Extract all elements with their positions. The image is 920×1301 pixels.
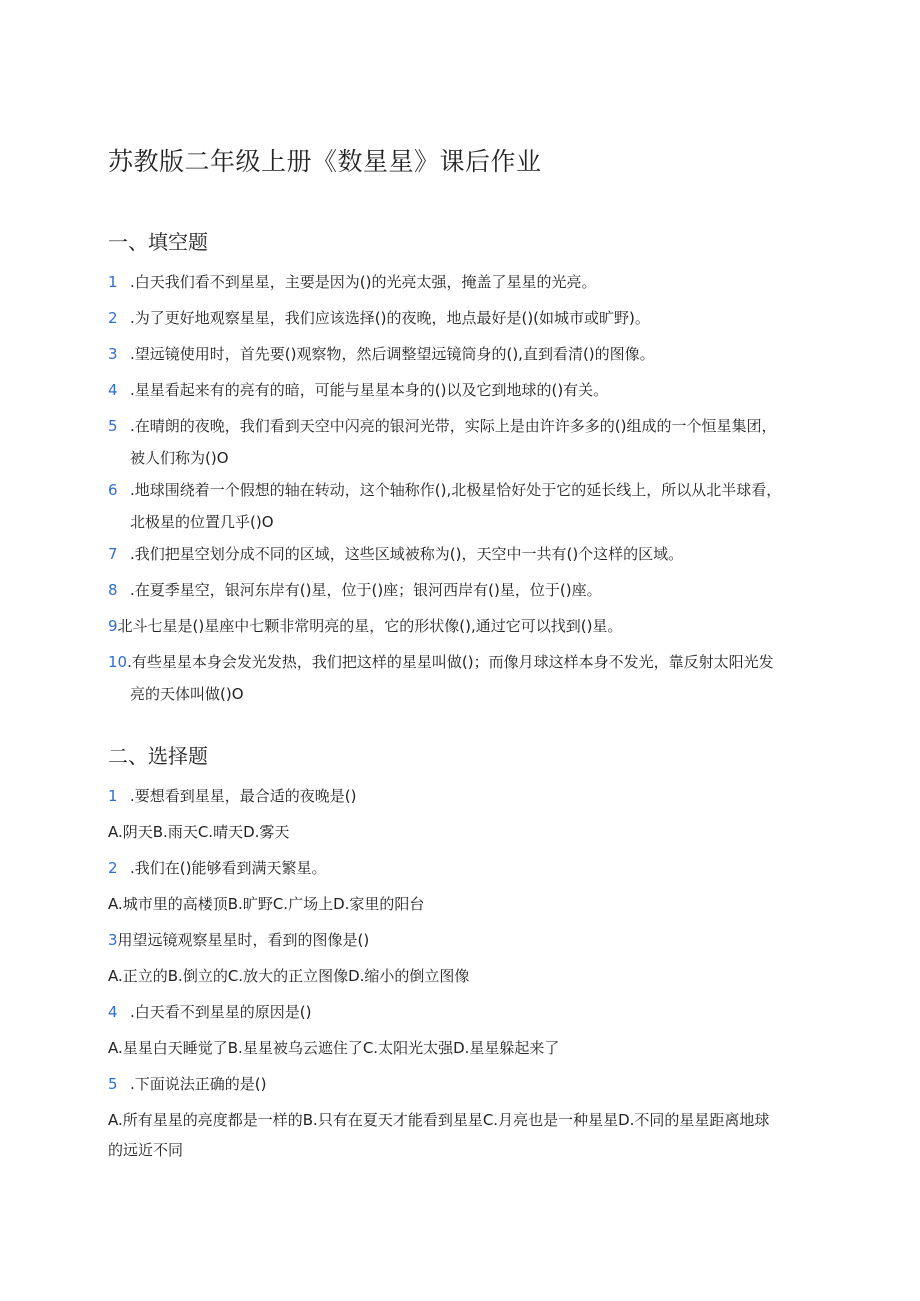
question-item (108, 996, 808, 1028)
question-text: .有些星星本身会发光发热，我们把这样的星星叫做()；而像月球这样本身不发光，靠反射太阳光发 (127, 653, 774, 671)
question-text: 用望远镜观察星星时，看到的图像是() (117, 931, 370, 949)
question-item (108, 1068, 808, 1100)
question-text: .望远镜使用时，首先要()观察物，然后调整望远镜筒身的(),直到看清()的图像。 (130, 345, 655, 363)
question-text: .要想看到星星，最合适的夜晚是() (130, 787, 357, 805)
question-item (108, 338, 808, 370)
question-item (108, 780, 808, 812)
question-text: .白天我们看不到星星，主要是因为()的光亮太强，掩盖了星星的光亮。 (130, 273, 597, 291)
question-number: 9 (108, 617, 118, 635)
question-item (108, 410, 808, 474)
question-options-continued: 的远近不同 (108, 1141, 184, 1159)
question-options: A.所有星星的亮度都是一样的B.只有在夏天才能看到星星C.月亮也是一种星星D.不同的星星距离地球 (108, 1111, 770, 1129)
question-number: 10 (108, 653, 128, 671)
question-number: 7 (108, 545, 118, 563)
question-text-continued: 北极星的位置几乎()O (130, 513, 274, 531)
question-number: 3 (108, 345, 118, 363)
question-text-continued: 亮的天体叫做()O (130, 685, 244, 703)
document-title: 苏教版二年级上册《数星星》课后作业 (108, 147, 542, 176)
question-options: A.星星白天睡觉了B.星星被乌云遮住了C.太阳光太强D.星星躲起来了 (108, 1039, 560, 1057)
question-item (108, 266, 808, 298)
question-number: 2 (108, 309, 118, 327)
question-number: 4 (108, 381, 118, 399)
question-number: 1 (108, 273, 118, 291)
question-item (108, 646, 808, 710)
question-number: 1 (108, 787, 118, 805)
question-text: .在晴朗的夜晚，我们看到天空中闪亮的银河光带，实际上是由许许多多的()组成的一个恒星集团， (130, 417, 777, 435)
question-number: 6 (108, 481, 118, 499)
question-number: 3 (108, 931, 118, 949)
question-number: 5 (108, 417, 118, 435)
question-item (108, 474, 808, 538)
question-text: .星星看起来有的亮有的暗，可能与星星本身的()以及它到地球的()有关。 (130, 381, 609, 399)
question-text: .我们在()能够看到满天繁星。 (130, 859, 327, 877)
question-text: .白天看不到星星的原因是() (130, 1003, 312, 1021)
question-text: .我们把星空划分成不同的区域，这些区域被称为()，天空中一共有()个这样的区域。 (130, 545, 684, 563)
question-options: A.正立的B.倒立的C.放大的正立图像D.缩小的倒立图像 (108, 967, 470, 985)
question-item (108, 538, 808, 570)
section-heading-multiple-choice: 二、选择题 (108, 744, 208, 768)
question-text-continued: 被人们称为()O (130, 449, 229, 467)
question-item (108, 302, 808, 334)
question-text: .下面说法正确的是() (130, 1075, 267, 1093)
question-options: A.阴天B.雨天C.晴天D.雾天 (108, 823, 290, 841)
question-item (108, 574, 808, 606)
section-heading-fill-in: 一、填空题 (108, 230, 208, 254)
question-item (108, 852, 808, 884)
question-text: .地球围绕着一个假想的轴在转动，这个轴称作(),北极星恰好处于它的延长线上，所以从北半球看， (130, 481, 782, 499)
question-item (108, 924, 808, 956)
question-item (108, 374, 808, 406)
question-number: 4 (108, 1003, 118, 1021)
question-item (108, 610, 808, 642)
question-number: 5 (108, 1075, 118, 1093)
question-text: .在夏季星空，银河东岸有()星，位于()座；银河西岸有()星，位于()座。 (130, 581, 602, 599)
question-number: 2 (108, 859, 118, 877)
question-text: 北斗七星是()星座中七颗非常明亮的星，它的形状像(),通过它可以找到()星。 (117, 617, 623, 635)
question-number: 8 (108, 581, 118, 599)
question-text: .为了更好地观察星星，我们应该选择()的夜晚，地点最好是()(如城市或旷野)。 (130, 309, 650, 327)
question-options: A.城市里的高楼顶B.旷野C.广场上D.家里的阳台 (108, 895, 425, 913)
